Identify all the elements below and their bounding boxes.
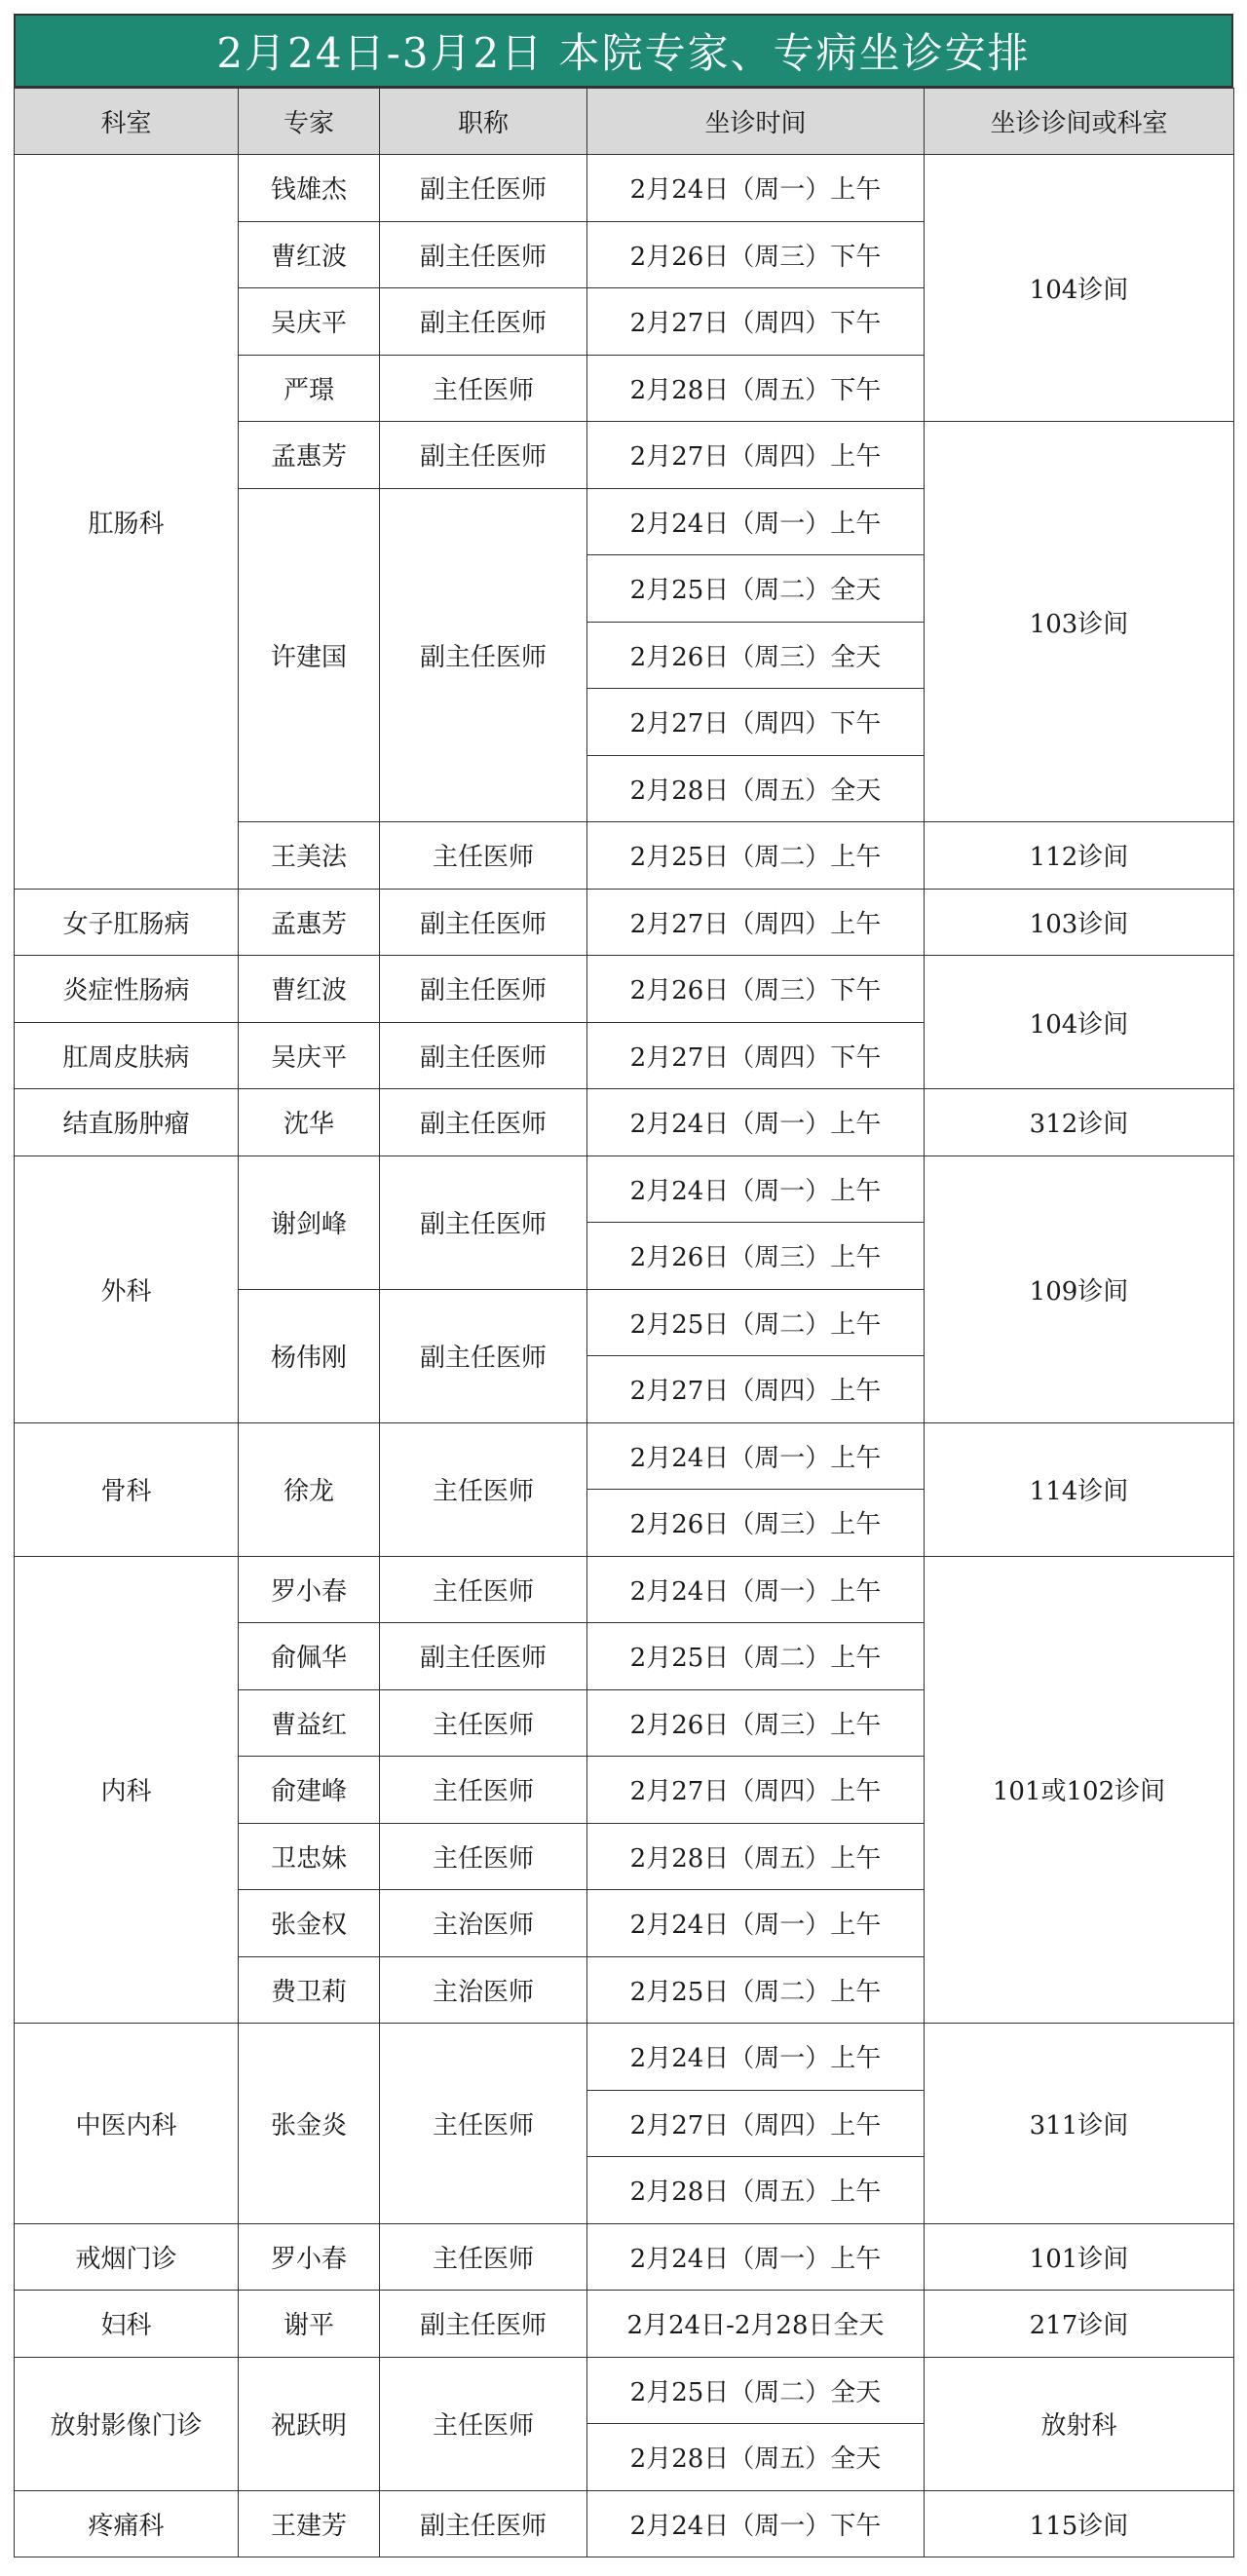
rank-cell: 副主任医师 bbox=[380, 422, 587, 489]
rank-cell: 副主任医师 bbox=[380, 488, 587, 822]
expert-cell: 罗小春 bbox=[239, 2223, 380, 2291]
time-cell: 2月24日（周一）上午 bbox=[587, 1155, 925, 1223]
expert-cell: 罗小春 bbox=[239, 1556, 380, 1623]
expert-cell: 杨伟刚 bbox=[239, 1289, 380, 1422]
time-cell: 2月24日（周一）上午 bbox=[587, 1890, 925, 1957]
expert-cell: 张金权 bbox=[239, 1890, 380, 1957]
expert-cell: 吴庆平 bbox=[239, 1022, 380, 1089]
rank-cell: 副主任医师 bbox=[380, 288, 587, 356]
table-row bbox=[15, 155, 1234, 222]
expert-cell: 孟惠芳 bbox=[239, 422, 380, 489]
expert-cell: 曹益红 bbox=[239, 1689, 380, 1757]
time-cell: 2月24日（周一）上午 bbox=[587, 488, 925, 555]
expert-cell: 钱雄杰 bbox=[239, 155, 380, 222]
table-row bbox=[15, 2490, 1234, 2557]
room-cell: 101诊间 bbox=[925, 2223, 1234, 2291]
room-cell: 114诊间 bbox=[925, 1422, 1234, 1556]
time-cell: 2月28日（周五）全天 bbox=[587, 2424, 925, 2491]
room-cell: 115诊间 bbox=[925, 2490, 1234, 2557]
dept-cell: 肛周皮肤病 bbox=[15, 1022, 239, 1089]
time-cell: 2月24日（周一）上午 bbox=[587, 2223, 925, 2291]
table-header-row bbox=[15, 89, 1234, 155]
schedule-sheet bbox=[14, 14, 1233, 2557]
expert-cell: 张金炎 bbox=[239, 2024, 380, 2224]
expert-cell: 祝跃明 bbox=[239, 2357, 380, 2490]
expert-cell: 王建芳 bbox=[239, 2490, 380, 2557]
table-row bbox=[15, 1556, 1234, 1623]
rank-cell: 主任医师 bbox=[380, 2357, 587, 2490]
expert-cell: 谢剑峰 bbox=[239, 1155, 380, 1289]
dept-cell: 中医内科 bbox=[15, 2024, 239, 2224]
rank-cell: 副主任医师 bbox=[380, 221, 587, 288]
room-cell: 103诊间 bbox=[925, 889, 1234, 956]
rank-cell: 主任医师 bbox=[380, 2024, 587, 2224]
room-cell: 112诊间 bbox=[925, 822, 1234, 890]
time-cell: 2月28日（周五）全天 bbox=[587, 755, 925, 822]
time-cell: 2月26日（周三）上午 bbox=[587, 1490, 925, 1557]
rank-cell: 主任医师 bbox=[380, 1556, 587, 1623]
expert-cell: 俞建峰 bbox=[239, 1757, 380, 1824]
expert-cell: 费卫莉 bbox=[239, 1956, 380, 2024]
schedule-table bbox=[14, 88, 1234, 2557]
dept-cell: 外科 bbox=[15, 1155, 239, 1422]
time-cell: 2月26日（周三）上午 bbox=[587, 1223, 925, 1290]
rank-cell: 主任医师 bbox=[380, 1689, 587, 1757]
table-row bbox=[15, 2357, 1234, 2424]
table-row bbox=[15, 2291, 1234, 2358]
room-cell: 311诊间 bbox=[925, 2024, 1234, 2224]
room-cell: 101或102诊间 bbox=[925, 1556, 1234, 2024]
expert-cell: 王美法 bbox=[239, 822, 380, 890]
table-row bbox=[15, 889, 1234, 956]
table-row bbox=[15, 1089, 1234, 1156]
page-title: 2月24日-3月2日 本院专家、专病坐诊安排 bbox=[14, 14, 1233, 88]
time-cell: 2月27日（周四）上午 bbox=[587, 1757, 925, 1824]
time-cell: 2月24日（周一）上午 bbox=[587, 2024, 925, 2091]
rank-cell: 副主任医师 bbox=[380, 2490, 587, 2557]
rank-cell: 副主任医师 bbox=[380, 1289, 587, 1422]
rank-cell: 副主任医师 bbox=[380, 1089, 587, 1156]
rank-cell: 主任医师 bbox=[380, 822, 587, 890]
time-cell: 2月27日（周四）下午 bbox=[587, 288, 925, 356]
table-row bbox=[15, 2223, 1234, 2291]
time-cell: 2月24日（周一）上午 bbox=[587, 1422, 925, 1490]
dept-cell: 内科 bbox=[15, 1556, 239, 2024]
time-cell: 2月25日（周二）上午 bbox=[587, 1623, 925, 1690]
dept-cell: 女子肛肠病 bbox=[15, 889, 239, 956]
rank-cell: 副主任医师 bbox=[380, 1022, 587, 1089]
expert-cell: 孟惠芳 bbox=[239, 889, 380, 956]
expert-cell: 曹红波 bbox=[239, 221, 380, 288]
rank-cell: 副主任医师 bbox=[380, 155, 587, 222]
expert-cell: 俞佩华 bbox=[239, 1623, 380, 1690]
dept-cell: 放射影像门诊 bbox=[15, 2357, 239, 2490]
rank-cell: 主任医师 bbox=[380, 1823, 587, 1890]
expert-cell: 谢平 bbox=[239, 2291, 380, 2358]
time-cell: 2月27日（周四）下午 bbox=[587, 1022, 925, 1089]
rank-cell: 主任医师 bbox=[380, 2223, 587, 2291]
rank-cell: 主任医师 bbox=[380, 1422, 587, 1556]
rank-cell: 副主任医师 bbox=[380, 956, 587, 1023]
time-cell: 2月28日（周五）上午 bbox=[587, 1823, 925, 1890]
time-cell: 2月24日-2月28日全天 bbox=[587, 2291, 925, 2358]
time-cell: 2月25日（周二）全天 bbox=[587, 555, 925, 623]
time-cell: 2月27日（周四）上午 bbox=[587, 2090, 925, 2157]
time-cell: 2月26日（周三）下午 bbox=[587, 956, 925, 1023]
time-cell: 2月25日（周二）上午 bbox=[587, 1956, 925, 2024]
time-cell: 2月28日（周五）上午 bbox=[587, 2157, 925, 2224]
room-cell: 104诊间 bbox=[925, 956, 1234, 1089]
time-cell: 2月26日（周三）全天 bbox=[587, 622, 925, 689]
expert-cell: 卫忠妹 bbox=[239, 1823, 380, 1890]
rank-cell: 副主任医师 bbox=[380, 889, 587, 956]
table-row bbox=[15, 2024, 1234, 2091]
room-cell: 109诊间 bbox=[925, 1155, 1234, 1422]
expert-cell: 吴庆平 bbox=[239, 288, 380, 356]
header-expert: 专家 bbox=[239, 89, 380, 155]
header-dept: 科室 bbox=[15, 89, 239, 155]
header-rank: 职称 bbox=[380, 89, 587, 155]
time-cell: 2月27日（周四）上午 bbox=[587, 889, 925, 956]
table-row bbox=[15, 956, 1234, 1023]
time-cell: 2月27日（周四）上午 bbox=[587, 1356, 925, 1423]
time-cell: 2月24日（周一）上午 bbox=[587, 155, 925, 222]
time-cell: 2月28日（周五）下午 bbox=[587, 355, 925, 422]
time-cell: 2月24日（周一）上午 bbox=[587, 1089, 925, 1156]
time-cell: 2月27日（周四）下午 bbox=[587, 689, 925, 756]
time-cell: 2月24日（周一）上午 bbox=[587, 1556, 925, 1623]
room-cell: 104诊间 bbox=[925, 155, 1234, 422]
time-cell: 2月24日（周一）下午 bbox=[587, 2490, 925, 2557]
expert-cell: 严璟 bbox=[239, 355, 380, 422]
room-cell: 217诊间 bbox=[925, 2291, 1234, 2358]
table-row bbox=[15, 1422, 1234, 1490]
time-cell: 2月25日（周二）上午 bbox=[587, 1289, 925, 1356]
time-cell: 2月26日（周三）上午 bbox=[587, 1689, 925, 1757]
header-room: 坐诊诊间或科室 bbox=[925, 89, 1234, 155]
expert-cell: 沈华 bbox=[239, 1089, 380, 1156]
rank-cell: 副主任医师 bbox=[380, 1155, 587, 1289]
dept-cell: 疼痛科 bbox=[15, 2490, 239, 2557]
dept-cell: 妇科 bbox=[15, 2291, 239, 2358]
rank-cell: 副主任医师 bbox=[380, 2291, 587, 2358]
time-cell: 2月27日（周四）上午 bbox=[587, 422, 925, 489]
rank-cell: 主治医师 bbox=[380, 1890, 587, 1957]
rank-cell: 主治医师 bbox=[380, 1956, 587, 2024]
dept-cell: 结直肠肿瘤 bbox=[15, 1089, 239, 1156]
room-cell: 103诊间 bbox=[925, 422, 1234, 822]
header-time: 坐诊时间 bbox=[587, 89, 925, 155]
rank-cell: 主任医师 bbox=[380, 1757, 587, 1824]
table-row bbox=[15, 1155, 1234, 1223]
rank-cell: 副主任医师 bbox=[380, 1623, 587, 1690]
time-cell: 2月25日（周二）上午 bbox=[587, 822, 925, 890]
room-cell: 放射科 bbox=[925, 2357, 1234, 2490]
expert-cell: 许建国 bbox=[239, 488, 380, 822]
dept-cell: 骨科 bbox=[15, 1422, 239, 1556]
dept-cell: 炎症性肠病 bbox=[15, 956, 239, 1023]
room-cell: 312诊间 bbox=[925, 1089, 1234, 1156]
time-cell: 2月25日（周二）全天 bbox=[587, 2357, 925, 2424]
dept-cell: 肛肠科 bbox=[15, 155, 239, 890]
expert-cell: 徐龙 bbox=[239, 1422, 380, 1556]
time-cell: 2月26日（周三）下午 bbox=[587, 221, 925, 288]
rank-cell: 主任医师 bbox=[380, 355, 587, 422]
dept-cell: 戒烟门诊 bbox=[15, 2223, 239, 2291]
expert-cell: 曹红波 bbox=[239, 956, 380, 1023]
